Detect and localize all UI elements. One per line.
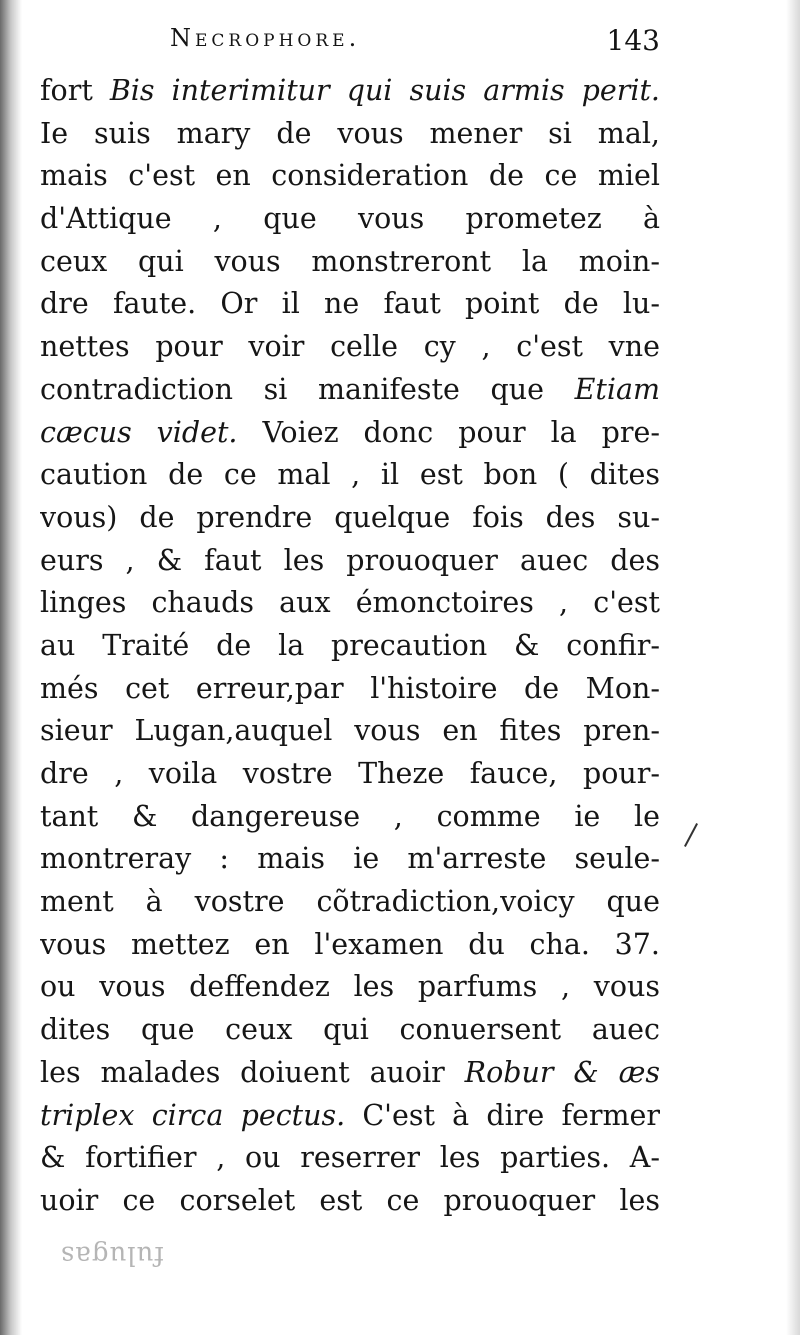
italic-phrase: triplex circa pectus.: [40, 1098, 346, 1132]
text-line: [40, 753, 660, 796]
body-text: [40, 70, 660, 1223]
running-title: Necrophore.: [170, 24, 361, 52]
page-edge: [786, 0, 800, 1335]
text-line: [40, 241, 660, 284]
text-line: [40, 1137, 660, 1180]
text-run: vous mettez en l'examen du cha. 37.: [40, 927, 660, 961]
text-run: sieur Lugan,auquel vous en fites pren-: [40, 714, 660, 748]
text-run: ou vous deffendez les parfums , vous: [40, 970, 660, 1004]
text-run: uoir ce corselet est ce prouoquer les: [40, 1183, 660, 1217]
text-run: més cet erreur,par l'histoire de Mon-: [40, 671, 660, 705]
text-line: [40, 113, 660, 156]
text-run: Voiez donc pour la pre-: [237, 415, 660, 449]
text-run: vous) de prendre quelque fois des su-: [40, 500, 660, 534]
text-line: [40, 283, 660, 326]
text-line: [40, 625, 660, 668]
italic-phrase: Etiam: [574, 372, 660, 406]
text-line: [40, 1052, 660, 1095]
text-line: [40, 924, 660, 967]
text-line: [40, 1180, 660, 1223]
text-run: caution de ce mal , il est bon ( dites: [40, 458, 660, 492]
text-line: [40, 155, 660, 198]
text-run: mais c'est en consideration de ce miel: [40, 159, 660, 193]
text-line: [40, 881, 660, 924]
text-run: d'Attique , que vous prometez à: [40, 202, 660, 236]
text-run: au Traité de la precaution & confir-: [40, 628, 660, 662]
text-line: [40, 1009, 660, 1052]
text-line: [40, 198, 660, 241]
text-run: ceux qui vous monstreront la moin-: [40, 244, 660, 278]
italic-phrase: cæcus videt.: [40, 415, 238, 449]
page-header: [40, 24, 660, 68]
text-run: dre faute. Or il ne faut point de lu-: [40, 287, 660, 321]
text-line: [40, 497, 660, 540]
spine-shadow: [0, 0, 22, 1335]
text-run: nettes pour voir celle cy , c'est vne: [40, 330, 660, 364]
text-run: dites que ceux qui conuersent auec: [40, 1013, 660, 1047]
text-line: [40, 412, 660, 455]
text-run: montreray : mais ie m'arreste seule-: [40, 842, 660, 876]
stray-ink-mark: [684, 823, 698, 847]
text-line: [40, 796, 660, 839]
text-run: dre , voila vostre Theze fauce, pour-: [40, 757, 660, 790]
text-run: & fortifier , ou reserrer les parties. A-: [40, 1141, 660, 1175]
italic-phrase: Bis interimitur qui suis armis perit.: [109, 74, 660, 107]
page-number: 143: [606, 24, 660, 57]
text-run: eurs , & faut les prouoquer auec des: [40, 543, 660, 577]
text-run: fort: [40, 74, 110, 107]
text-line: [40, 369, 660, 412]
text-line: [40, 838, 660, 881]
text-run: Ie suis mary de vous mener si mal,: [40, 116, 660, 150]
text-line: [40, 1095, 660, 1138]
bleed-through-text: fulugas: [60, 1240, 164, 1270]
text-run: tant & dangereuse , comme ie le: [40, 799, 660, 833]
text-line: [40, 582, 660, 625]
text-run: contradiction si manifeste que: [40, 372, 575, 406]
text-run: ment à vostre cõtradiction,voicy que: [40, 885, 660, 919]
text-line: [40, 710, 660, 753]
text-line: [40, 454, 660, 497]
text-line: [40, 668, 660, 711]
text-run: les malades doiuent auoir: [40, 1055, 465, 1089]
text-line: [40, 70, 660, 113]
text-run: linges chauds aux émonctoires , c'est: [40, 586, 660, 620]
text-line: [40, 540, 660, 583]
text-line: [40, 966, 660, 1009]
text-line: [40, 326, 660, 369]
text-run: C'est à dire fermer: [345, 1098, 660, 1132]
italic-phrase: Robur & æs: [464, 1055, 660, 1089]
